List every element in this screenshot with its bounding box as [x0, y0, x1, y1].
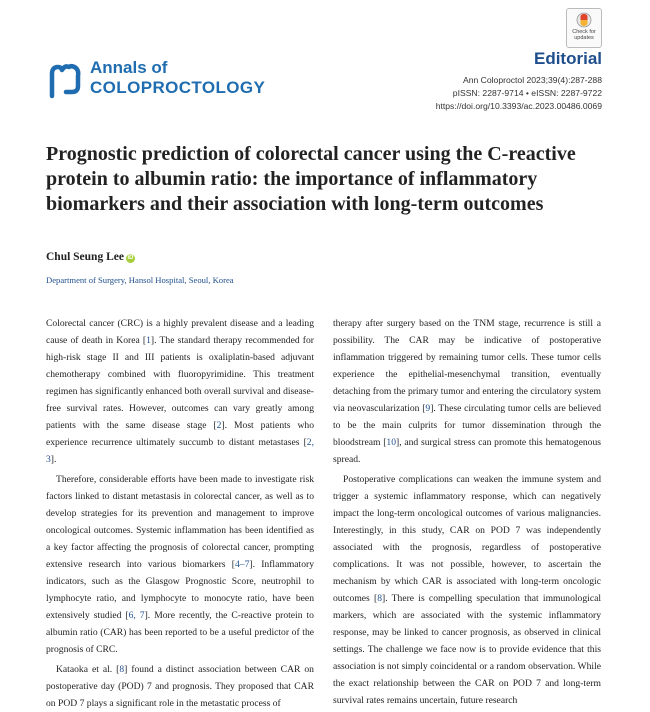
reference-link[interactable]: 4–7 [235, 559, 250, 570]
doi-link[interactable]: https://doi.org/10.3393/ac.2023.00486.0069 [435, 101, 602, 111]
paragraph-1: Colorectal cancer (CRC) is a highly prevalent disease and a leading cause of death in Korea [1]. The standard therapy recommended for high-risk stage II and III patients is oxaliplatin-based adjuvant chemotherapy combined with fluoropyrimidine. This treatment regimen has significantly enhanced both overall survival and disease-free survival rates. However, outcomes can vary greatly among patients with the same disease stage [2]. Most patients who experience recurrence ultimately succumb to distant metastases [2, 3]. [46, 318, 314, 465]
reference-link[interactable]: 6, 7 [128, 610, 145, 621]
body-column-right [333, 315, 601, 709]
paragraph-2: Therefore, considerable efforts have been made to investigate risk factors linked to distant metastasis in colorectal cancer, as well as to develop strategies for its prevention and management to improve oncological outcomes. Systemic inflammation has been identified as a key factor affecting the prognosis of colorectal cancer, prompting extensive research into various biomarkers [4–7]. Inflammatory indicators, such as the Glasgow Prognostic Score, neutrophil to lymphocyte ratio, and lymphocyte to monocyte ratio, have been extensively studied [6, 7]. More recently, the C-reactive protein to albumin ratio (CAR) has been reported to be a useful predictor of the prognosis of CRC. [46, 474, 314, 655]
crossmark-icon [576, 12, 592, 28]
body-column-left [46, 315, 314, 712]
journal-name-line2: COLOPROCTOLOGY [90, 78, 266, 97]
author-name: Chul Seung Lee [46, 251, 124, 263]
check-for-updates-badge[interactable] [566, 8, 602, 48]
reference-link[interactable]: 8 [119, 664, 125, 675]
paragraph-3: Kataoka et al. [8] found a distinct association between CAR on postoperative day (POD) 7 and prognosis. They proposed that CAR on POD 7 plays a significant role in the metastatic process of [46, 664, 314, 709]
paragraph-4: therapy after surgery based on the TNM stage, recurrence is still a possibility. The CAR may be indicative of postoperative inflammation triggered by remaining tumor cells. These tumor cells experience the epithelial-mesenchymal transition, eventually detaching from the primary tumor and entering the circulatory system via neovascularization [9]. These circulating tumor cells are believed to be the main culprits for tumor dissemination through the bloodstream [10], and surgical stress can promote this hematogenous spread. [333, 318, 601, 465]
citation-block [436, 74, 602, 113]
reference-link[interactable]: 10 [386, 437, 396, 448]
orcid-icon[interactable]: iD [127, 255, 134, 261]
citation-line: Ann Coloproctol 2023;39(4):287-288 [462, 75, 602, 85]
author-affiliation: Department of Surgery, Hansol Hospital, Seoul, Korea [46, 275, 234, 285]
reference-link[interactable]: 2, 3 [46, 437, 314, 465]
paragraph-5: Postoperative complications can weaken the immune system and trigger a systemic inflammatory response, which can negatively impact the long-term oncological outcomes of various malignancies. Interestingly, in this study, CAR on POD 7 was independently associated with the prognosis, regardless of postoperative complications. It was not possible, however, to ascertain the mechanism by which CAR is associated with long-term oncologic outcomes [8]. There is compelling speculation that immunological markers, which are associated with the systemic inflammatory response, may be linked to cancer prognosis, as observed in clinical settings. The challenge we face now is to provide evidence that this association is not simply coincidental or a random observation. While the exact relationship between the CAR on POD 7 and long-term survival rates remains uncertain, future research [333, 474, 601, 706]
reference-link[interactable]: 2 [216, 420, 222, 431]
reference-link[interactable]: 9 [425, 403, 431, 414]
journal-name-line1: Annals of [90, 58, 168, 77]
reference-link[interactable]: 8 [377, 593, 383, 604]
issn-line: pISSN: 2287-9714 • eISSN: 2287-9722 [452, 88, 602, 98]
reference-link[interactable]: 1 [146, 335, 151, 346]
colon-logo-icon [46, 62, 84, 100]
article-type: Editorial [533, 49, 602, 68]
author-line [46, 251, 135, 263]
article-title: Prognostic prediction of colorectal cancer using the C-reactive protein to albumin ratio: the importance of inflammatory biomarkers and their association with long-term outcomes [46, 143, 576, 215]
check-for-updates-label: Check for updates [572, 29, 596, 41]
